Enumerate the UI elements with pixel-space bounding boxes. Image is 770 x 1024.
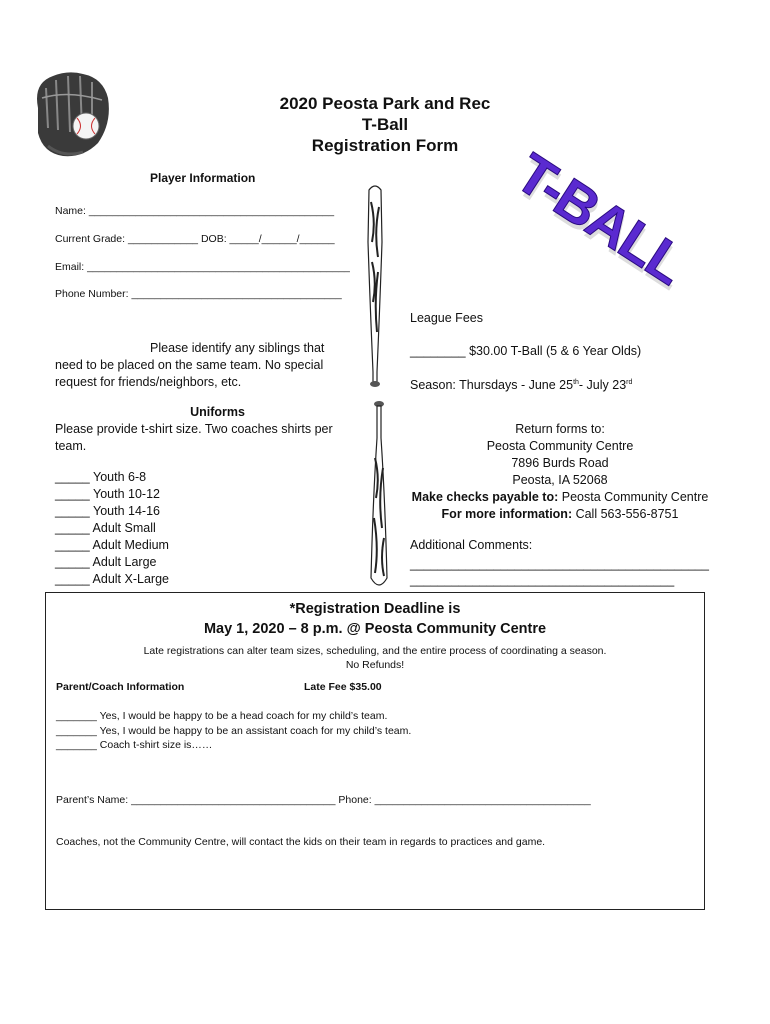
coach-shirt-option[interactable]: _______ Coach t-shirt size is…… xyxy=(56,739,213,751)
baseball-bat-icon-2 xyxy=(365,398,393,593)
tball-logo: T-BALL xyxy=(505,140,697,296)
size-option[interactable]: _____ Adult X-Large xyxy=(55,572,169,586)
return-line-1: Return forms to: xyxy=(515,422,605,436)
assistant-coach-option[interactable]: _______ Yes, I would be happy to be an assistant coach for my child’s team. xyxy=(56,724,412,737)
siblings-line-1: Please identify any siblings that xyxy=(150,341,325,355)
comments-line-2[interactable]: ______________________________________ xyxy=(410,573,675,587)
siblings-note xyxy=(55,340,335,391)
league-fees-heading: League Fees xyxy=(410,311,483,325)
baseball-glove-icon xyxy=(28,68,113,160)
season-line xyxy=(410,374,632,394)
season-sup-1: th xyxy=(573,379,579,386)
size-option[interactable]: _____ Adult Medium xyxy=(55,538,169,552)
grade-dob-field[interactable]: Current Grade: ____________ DOB: _____/______/______ xyxy=(55,233,335,245)
deadline-line-1: *Registration Deadline is xyxy=(289,601,461,617)
late-note-1: Late registrations can alter team sizes, scheduling, and the entire process of coordinating a season. xyxy=(143,645,607,657)
info-line xyxy=(400,506,720,523)
uniforms-desc xyxy=(55,421,355,455)
title-line-2: T-Ball xyxy=(361,115,409,134)
phone-field[interactable]: Phone Number: ____________________________________ xyxy=(55,288,342,300)
deadline-line-2: May 1, 2020 – 8 p.m. @ Peosta Community Centre xyxy=(203,621,547,637)
uniforms-heading: Uniforms xyxy=(190,405,245,419)
size-option[interactable]: _____ Adult Large xyxy=(55,555,157,569)
siblings-line-3: request for friends/neighbors, etc. xyxy=(55,375,242,389)
season-prefix: Season: Thursdays - June 25 xyxy=(410,378,574,393)
checks-label: Make checks payable to: xyxy=(411,490,559,504)
uniform-size-list xyxy=(55,469,169,588)
info-value: Call 563-556-8751 xyxy=(572,507,679,521)
late-note-2: No Refunds! xyxy=(345,659,405,671)
return-info xyxy=(400,421,720,523)
player-info-heading: Player Information xyxy=(150,171,256,185)
checks-value: Peosta Community Centre xyxy=(558,490,709,504)
return-line-3: 7896 Burds Road xyxy=(511,456,609,470)
return-line-4: Peosta, IA 52068 xyxy=(512,473,608,487)
parent-coach-heading: Parent/Coach Information xyxy=(56,681,185,693)
info-label: For more information: xyxy=(441,507,573,521)
uniforms-desc-2: team. xyxy=(55,439,87,453)
siblings-line-2: need to be placed on the same team. No special xyxy=(55,358,324,372)
baseball-bat-icon xyxy=(360,182,390,392)
size-option[interactable]: _____ Youth 6-8 xyxy=(55,470,147,484)
comments-label: Additional Comments: xyxy=(410,538,533,552)
email-field[interactable]: Email: _____________________________________________ xyxy=(55,261,350,273)
form-title xyxy=(200,93,570,156)
return-line-2: Peosta Community Centre xyxy=(486,439,634,453)
coaches-note: Coaches, not the Community Centre, will contact the kids on their team in regards to practices and game. xyxy=(56,836,546,848)
coach-options xyxy=(56,709,411,753)
season-sup-2: rd xyxy=(626,379,633,386)
comments-line-1[interactable]: ___________________________________________ xyxy=(410,557,709,571)
deadline-box xyxy=(45,592,705,910)
size-option[interactable]: _____ Youth 10-12 xyxy=(55,487,160,501)
fee-line[interactable]: ________ $30.00 T-Ball (5 & 6 Year Olds) xyxy=(410,344,642,358)
uniforms-desc-1: Please provide t-shirt size. Two coaches shirts per xyxy=(55,422,333,436)
head-coach-option[interactable]: _______ Yes, I would be happy to be a head coach for my child’s team. xyxy=(56,710,388,722)
size-option[interactable]: _____ Youth 14-16 xyxy=(55,504,160,518)
parent-name-phone-field[interactable]: Parent’s Name: ___________________________________ Phone: _____________________________________ xyxy=(56,794,591,806)
checks-line xyxy=(400,489,720,506)
title-line-3: Registration Form xyxy=(311,136,459,155)
late-fee: Late Fee $35.00 xyxy=(304,681,382,693)
season-mid: - July 23 xyxy=(578,378,627,393)
size-option[interactable]: _____ Adult Small xyxy=(55,521,156,535)
title-line-1: 2020 Peosta Park and Rec xyxy=(279,94,491,113)
name-field[interactable]: Name: __________________________________________ xyxy=(55,205,335,217)
